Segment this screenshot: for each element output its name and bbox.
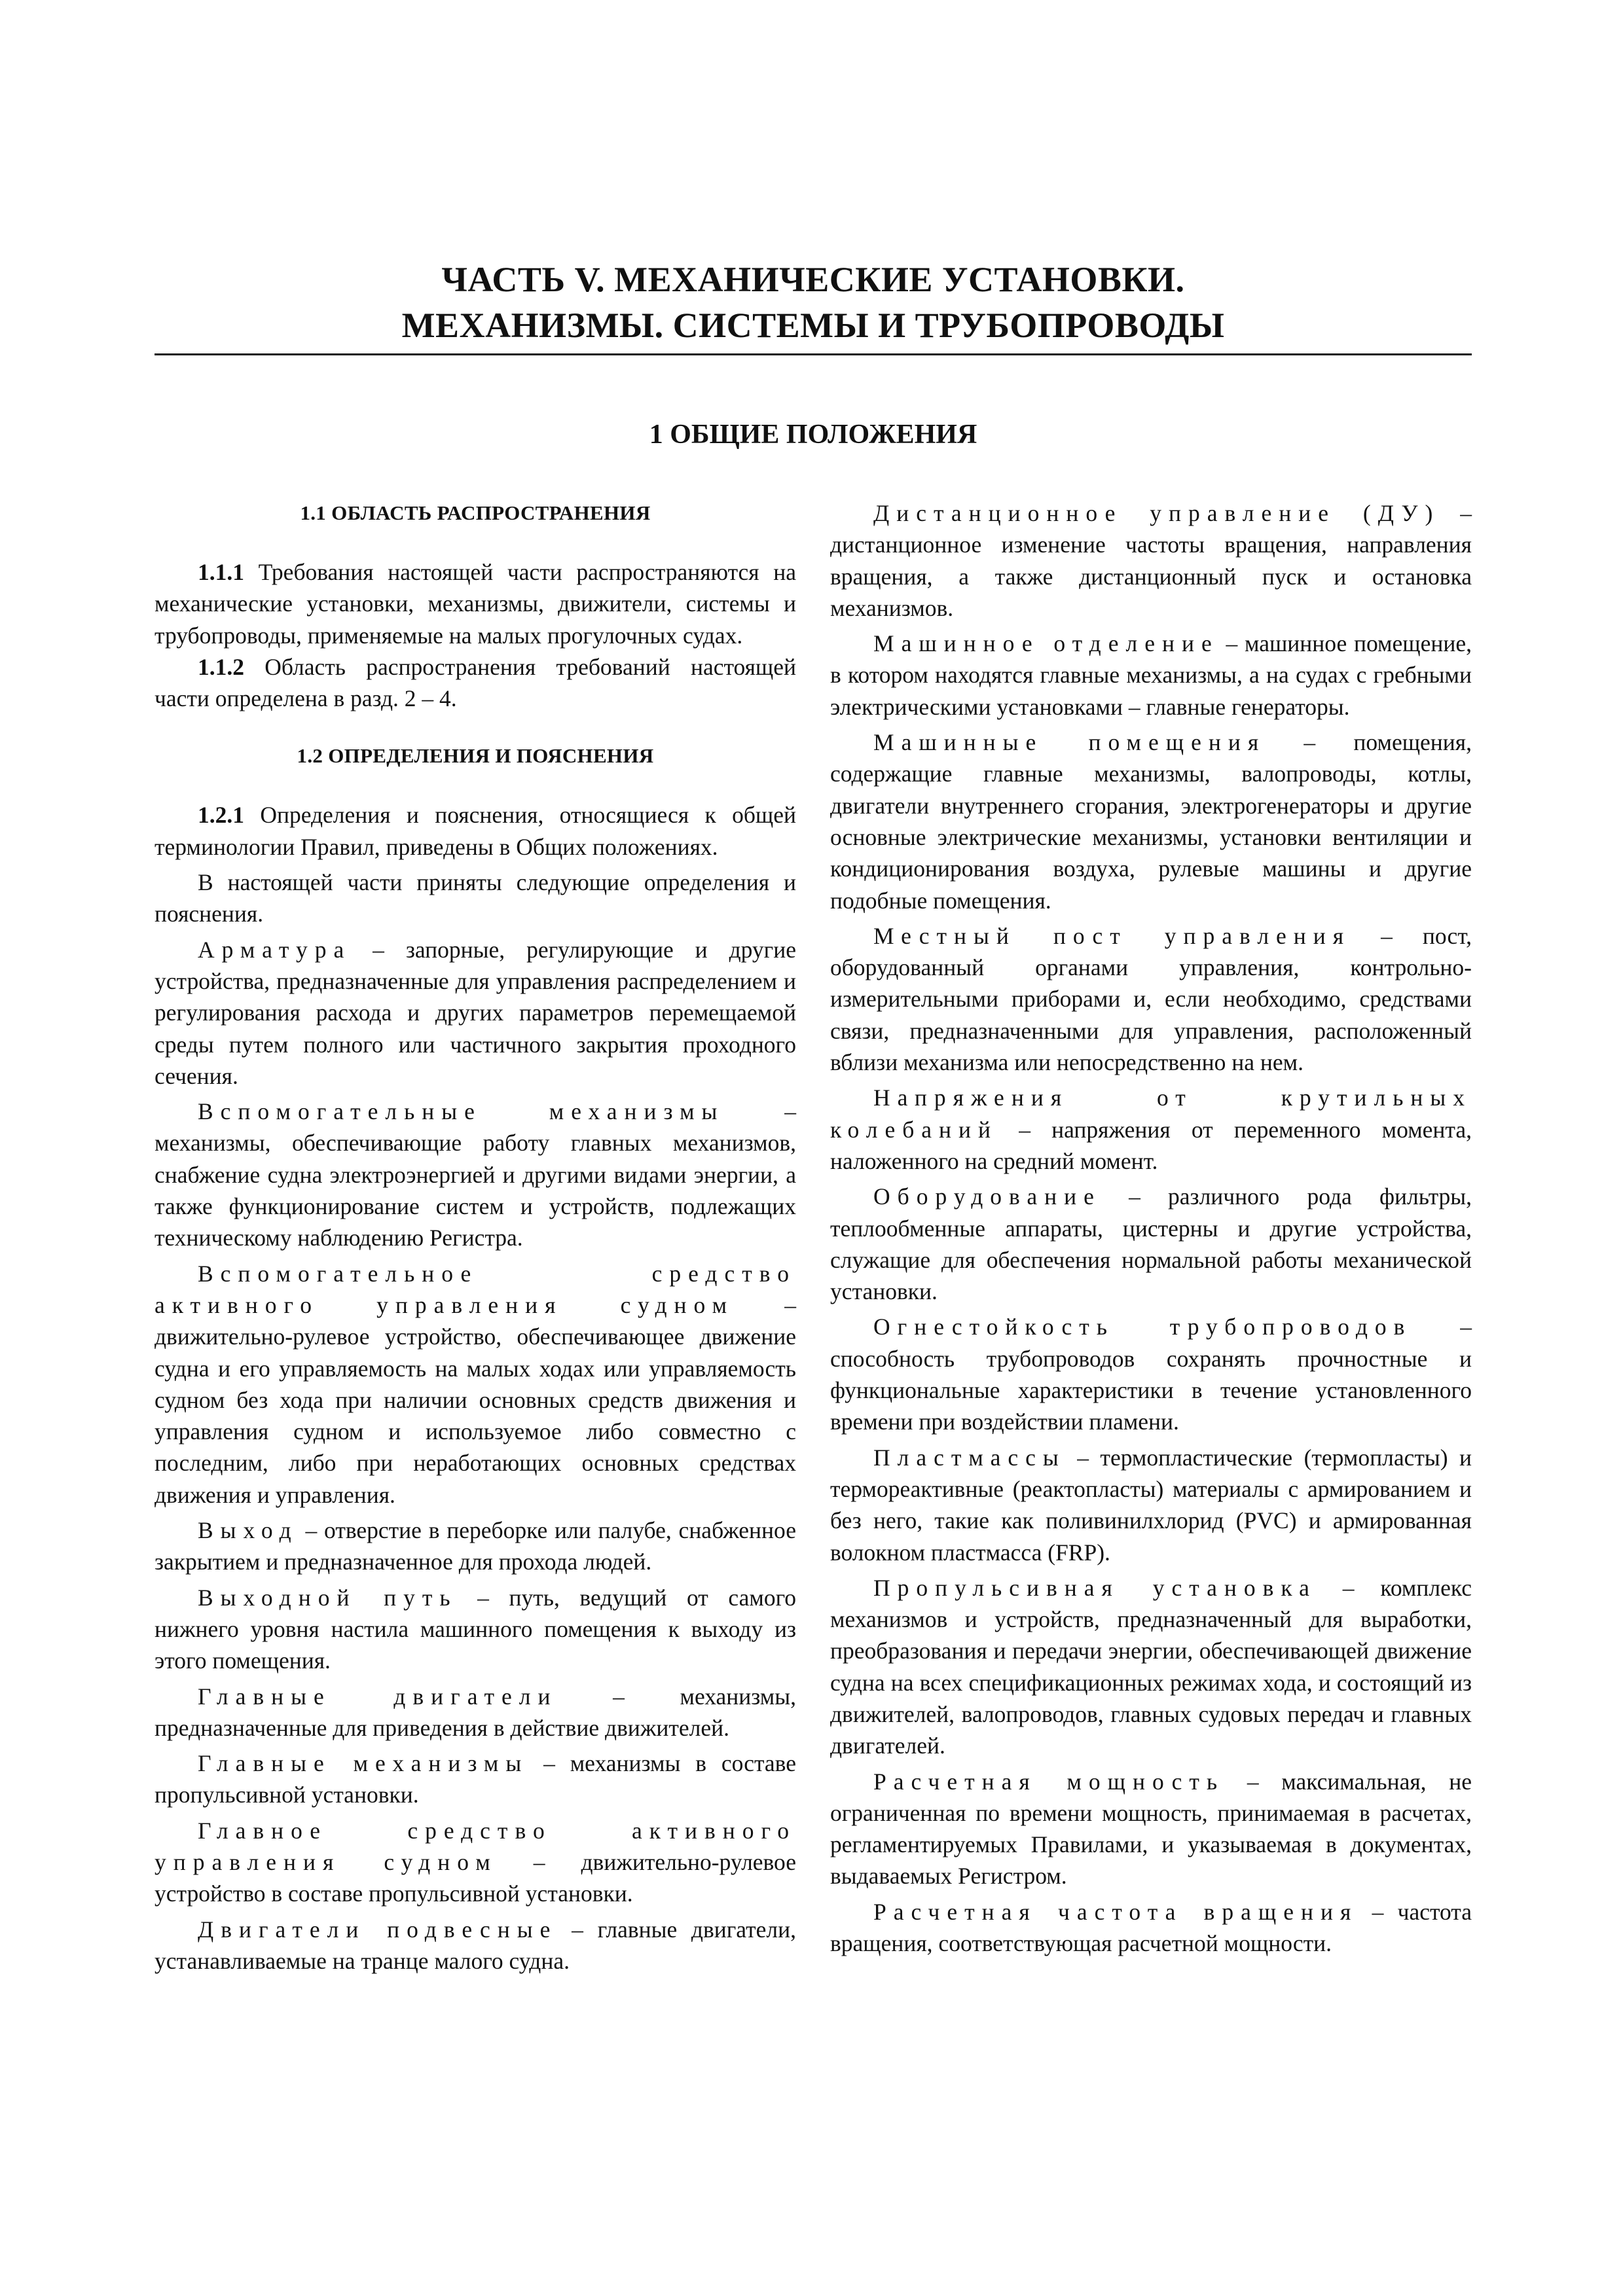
subsection-heading-1-2: 1.2 ОПРЕДЕЛЕНИЯ И ПОЯСНЕНИЯ <box>297 744 654 768</box>
definition-text: – отверстие в переборке или палубе, снабженное закрытием и предназначенное для прохода людей. <box>155 1517 796 1575</box>
definition-text: – термопластические (термопласты) и термореактивные (реактопласты) материалы с армированием и без него, такие как поливинилхлорид (PVC) и армированная волокном пластмасса (FRP). <box>830 1444 1472 1566</box>
definition-term: Машинные помещения <box>873 729 1266 756</box>
definitions-intro: В настоящей части приняты следующие определения и пояснения. <box>155 869 796 927</box>
paragraph-1-1-1 <box>155 556 796 651</box>
definition-paragraph <box>830 1311 1472 1437</box>
definition-paragraph <box>830 1766 1472 1892</box>
definition-paragraph <box>155 1914 796 1977</box>
definition-text: – машинное помещение, в котором находятся главные механизмы, а на судах с гребными электрическими установками – главные генераторы. <box>830 630 1472 720</box>
definition-text: – движительно-рулевое устройство, обеспечивающее движение судна и его управляемость на малых ходах или управляемость судном без хода при наличии основных средств движения и управления судном и используемое либо совместно с последним, либо при неработающих основных средствах движения и управления. <box>155 1291 796 1508</box>
part-title <box>155 257 1472 348</box>
left-column <box>155 497 796 1977</box>
subsection-heading-1-1: 1.1 ОБЛАСТЬ РАСПРОСТРАНЕНИЯ <box>300 501 651 524</box>
definition-text: – максимальная, не ограниченная по времени мощность, принимаемая в расчетах, регламентируемых Правилами, и указываемая в документах, выдаваемых Регистром. <box>830 1768 1472 1890</box>
definition-text: – механизмы в составе пропульсивной установки. <box>155 1750 796 1808</box>
part-title-line-2: МЕХАНИЗМЫ. СИСТЕМЫ И ТРУБОПРОВОДЫ <box>401 306 1225 345</box>
definition-paragraph <box>155 1748 796 1811</box>
clause-text: Определения и пояснения, относящиеся к общей терминологии Правил, приведены в Общих положениях. <box>155 802 796 860</box>
clause-text: Требования настоящей части распространяются на механические установки, механизмы, движители, системы и трубопроводы, применяемые на малых прогулочных судах. <box>155 559 796 649</box>
clause-text: Область распространения требований настоящей части определена в разд. 2 – 4. <box>155 653 796 712</box>
right-column <box>830 497 1472 1959</box>
clause-number: 1.2.1 <box>198 802 244 829</box>
definition-paragraph <box>830 1572 1472 1762</box>
definition-text: – путь, ведущий от самого нижнего уровня настила машинного помещения к выходу из этого помещения. <box>155 1584 796 1674</box>
clause-number: 1.1.1 <box>198 559 244 585</box>
definition-term: Вспомогательное средство активного управления судном <box>155 1260 796 1318</box>
definition-text: – главные двигатели, устанавливаемые на транце малого судна. <box>155 1916 796 1974</box>
definition-term: Главные двигатели <box>198 1683 558 1710</box>
definition-term: Главное средство активного управления судном <box>155 1817 796 1875</box>
definition-text: – запорные, регулирующие и другие устройства, предназначенные для управления распределением и регулирования расхода и других параметров перемещаемой среды путем полного или частичного закрытия проходного сечения. <box>155 936 796 1089</box>
definition-text: – частота вращения, соответствующая расчетной мощности. <box>830 1898 1472 1957</box>
definition-text: – напряжения от переменного момента, наложенного на средний момент. <box>830 1116 1472 1174</box>
definition-paragraph <box>155 934 796 1092</box>
definition-text: – пост, оборудованный органами управления, контрольно-измерительными приборами и, если необходимо, средствами связи, предназначенными для управления, расположенный вблизи механизма или непосредственно на нем. <box>830 922 1472 1076</box>
definition-term: Местный пост управления <box>873 922 1351 949</box>
definition-paragraph <box>830 1896 1472 1960</box>
definition-paragraph <box>830 628 1472 723</box>
title-rule <box>155 353 1472 355</box>
paragraph-1-2-1 <box>155 799 796 863</box>
definition-term: Напряжения от крутильных колебаний <box>830 1085 1472 1143</box>
section-heading: 1 ОБЩИЕ ПОЛОЖЕНИЯ <box>649 420 977 450</box>
definition-paragraph <box>155 1582 796 1677</box>
clause-number: 1.1.2 <box>198 653 244 680</box>
definition-paragraph <box>155 1258 796 1511</box>
definition-term: Оборудование <box>873 1183 1101 1210</box>
definition-paragraph <box>155 1096 796 1253</box>
definition-text: – механизмы, обеспечивающие работу главных механизмов, снабжение судна электроэнергией и другими видами энергии, а также функционирование систем и устройств, подлежащих техническому наблюдению Регистра. <box>155 1098 796 1251</box>
definition-term: Двигатели подвесные <box>198 1916 558 1943</box>
definition-term: Вспомогательные механизмы <box>198 1098 725 1125</box>
left-definitions <box>155 934 796 1977</box>
definition-paragraph <box>155 1515 796 1578</box>
definition-term: Пропульсивная установка <box>873 1574 1317 1601</box>
definition-paragraph <box>155 1815 796 1910</box>
definition-text: – движительно-рулевое устройство в составе пропульсивной установки. <box>155 1848 796 1907</box>
definition-term: Выходной путь <box>198 1584 458 1611</box>
definition-term: Арматура <box>198 936 352 963</box>
definition-term: Расчетная частота вращения <box>873 1898 1359 1925</box>
definition-text: – способность трубопроводов сохранять прочностные и функциональные характеристики в течение установленного времени при воздействии пламени. <box>830 1314 1472 1435</box>
definition-text: – помещения, содержащие главные механизмы, валопроводы, котлы, двигатели внутреннего сгорания, электрогенераторы и другие основные электрические механизмы, установки вентиляции и кондиционирования воздуха, рулевые машины и другие подобные помещения. <box>830 729 1472 914</box>
definition-paragraph <box>830 1082 1472 1177</box>
paragraph-1-1-2 <box>155 651 796 715</box>
definition-paragraph <box>830 1181 1472 1307</box>
definition-text: – комплекс механизмов и устройств, предназначенный для выработки, преобразования и передачи энергии, обеспечивающей движение судна на всех спецификационных режимах хода, и состоящий из движителей, валопроводов, главных судовых передач и главных двигателей. <box>830 1574 1472 1759</box>
definition-paragraph <box>830 1442 1472 1568</box>
definition-term: Огнестойкость трубопроводов <box>873 1314 1412 1340</box>
definition-term: Расчетная мощность <box>873 1768 1225 1795</box>
definition-paragraph <box>830 726 1472 916</box>
definition-term: Машинное отделение <box>873 630 1219 657</box>
definition-term: Выход <box>198 1517 299 1544</box>
right-definitions <box>830 497 1472 1959</box>
definition-paragraph <box>830 920 1472 1078</box>
definition-text: – различного рода фильтры, теплообменные аппараты, цистерны и другие устройства, служащие для обеспечения нормальной работы механической установки. <box>830 1183 1472 1305</box>
definition-text: – механизмы, предназначенные для приведения в действие движителей. <box>155 1683 796 1741</box>
definition-term: Главные механизмы <box>198 1750 529 1777</box>
definition-term: Пластмассы <box>873 1444 1066 1471</box>
definition-paragraph <box>155 1681 796 1744</box>
part-title-line-1: ЧАСТЬ V. МЕХАНИЧЕСКИЕ УСТАНОВКИ. <box>441 260 1185 299</box>
definition-term: Дистанционное управление (ДУ) <box>873 500 1440 526</box>
definition-text: – дистанционное изменение частоты вращения, направления вращения, а также дистанционный пуск и остановка механизмов. <box>830 500 1472 621</box>
definition-paragraph <box>830 497 1472 624</box>
